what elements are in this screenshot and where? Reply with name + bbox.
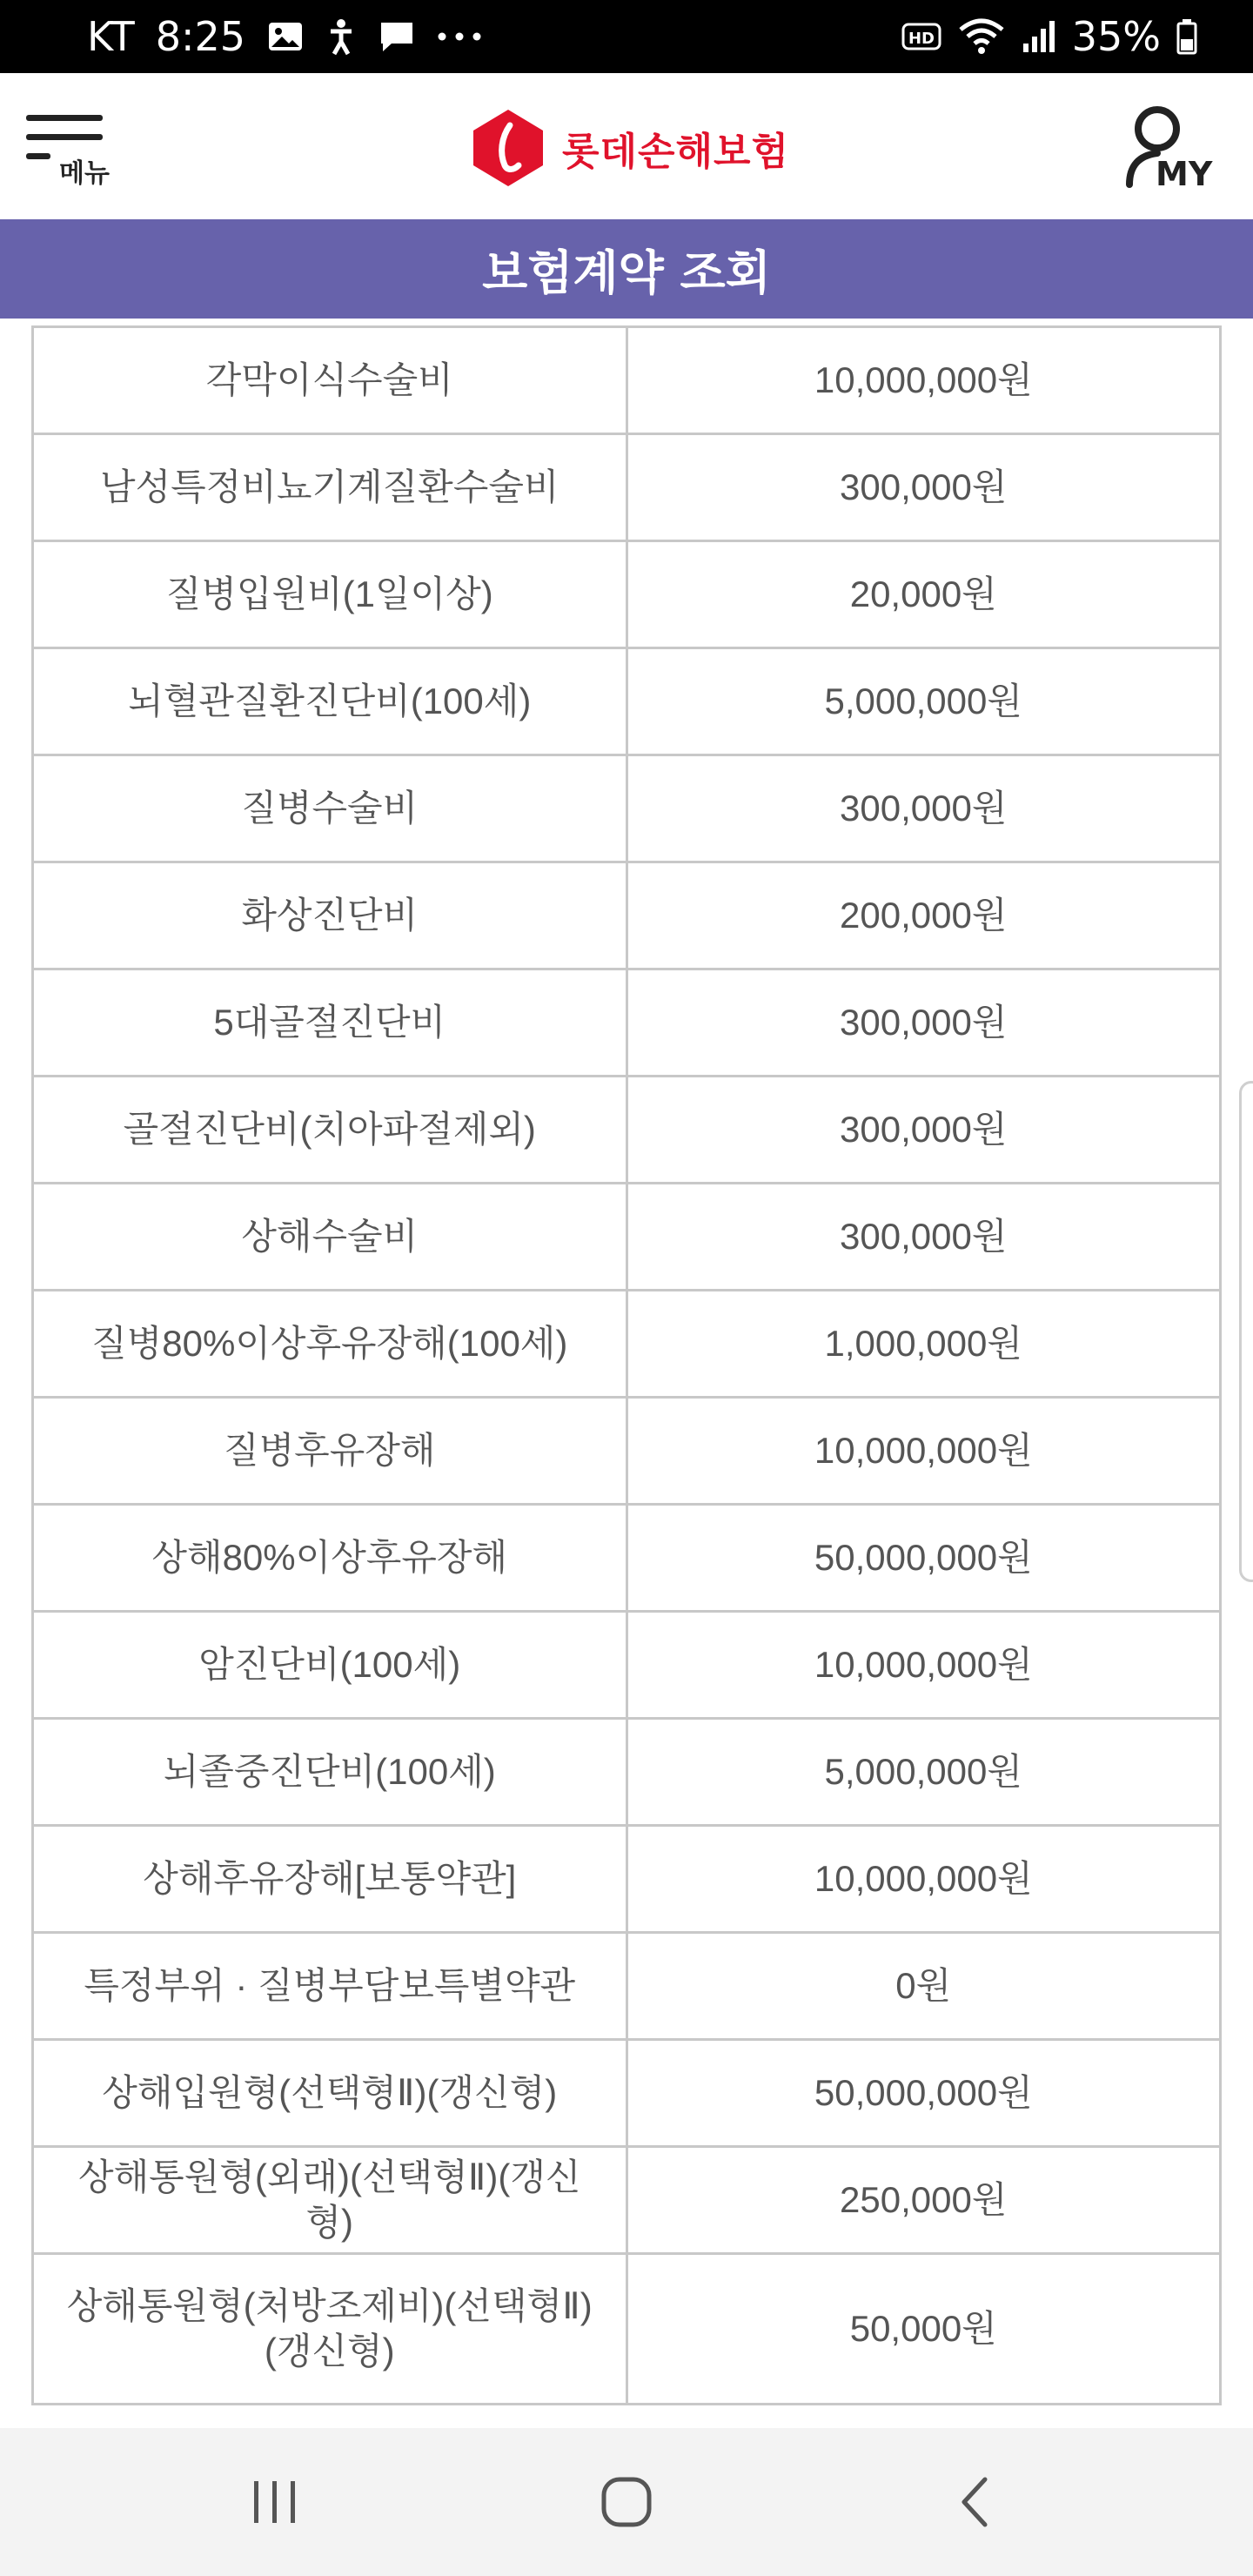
table-row — [33, 1826, 1221, 1933]
app-header — [0, 73, 1253, 219]
coverage-name-cell: 뇌졸중진단비(100세) — [33, 1719, 627, 1826]
hd-voice-icon — [901, 22, 941, 51]
page-title: 보험계약 조회 — [0, 219, 1253, 319]
table-row — [33, 2147, 1221, 2254]
coverage-amount-cell: 300,000원 — [626, 969, 1221, 1077]
battery-icon — [1176, 18, 1197, 55]
coverage-amount-cell: 10,000,000원 — [626, 1826, 1221, 1933]
coverage-amount-cell: 0원 — [626, 1933, 1221, 2040]
table-row — [33, 2040, 1221, 2147]
table-row — [33, 327, 1221, 434]
table-row — [33, 862, 1221, 969]
status-left — [87, 0, 482, 73]
coverage-amount-cell: 200,000원 — [626, 862, 1221, 969]
table-row — [33, 434, 1221, 541]
coverage-name-cell: 상해통원형(처방조제비)(선택형Ⅱ)(갱신형) — [33, 2254, 627, 2405]
table-row — [33, 1719, 1221, 1826]
back-button[interactable] — [905, 2454, 1044, 2550]
table-row — [33, 1398, 1221, 1505]
coverage-name-cell: 상해통원형(외래)(선택형Ⅱ)(갱신형) — [33, 2147, 627, 2254]
table-row — [33, 969, 1221, 1077]
coverage-amount-cell: 20,000원 — [626, 541, 1221, 648]
recent-apps-button[interactable] — [205, 2454, 345, 2550]
status-bar — [0, 0, 1253, 73]
coverage-amount-cell: 50,000,000원 — [626, 2040, 1221, 2147]
coverage-name-cell: 질병80%이상후유장해(100세) — [33, 1291, 627, 1398]
recent-apps-icon — [249, 2478, 301, 2526]
coverage-table — [31, 325, 1222, 2405]
menu-button[interactable] — [24, 115, 120, 189]
my-page-button[interactable] — [1122, 104, 1218, 191]
coverage-table-scroll[interactable] — [0, 319, 1253, 2428]
more-dots-icon — [437, 30, 482, 43]
coverage-name-cell: 암진단비(100세) — [33, 1612, 627, 1719]
accessibility-icon — [325, 17, 357, 56]
table-row — [33, 648, 1221, 755]
coverage-name-cell: 상해후유장해[보통약관] — [33, 1826, 627, 1933]
coverage-name-cell: 화상진단비 — [33, 862, 627, 969]
table-row — [33, 1612, 1221, 1719]
signal-icon — [1022, 19, 1056, 54]
coverage-name-cell: 상해80%이상후유장해 — [33, 1505, 627, 1612]
gallery-icon — [266, 19, 305, 54]
status-right — [901, 0, 1197, 73]
coverage-name-cell: 각막이식수술비 — [33, 327, 627, 434]
table-row — [33, 1291, 1221, 1398]
wifi-icon — [957, 17, 1006, 56]
back-icon — [954, 2474, 995, 2530]
message-icon — [378, 19, 416, 54]
table-row — [33, 2254, 1221, 2405]
coverage-amount-cell: 300,000원 — [626, 1077, 1221, 1184]
coverage-amount-cell: 50,000원 — [626, 2254, 1221, 2405]
table-row — [33, 1933, 1221, 2040]
coverage-name-cell: 특정부위 · 질병부담보특별약관 — [33, 1933, 627, 2040]
coverage-amount-cell: 50,000,000원 — [626, 1505, 1221, 1612]
system-nav-bar — [0, 2428, 1253, 2576]
coverage-name-cell: 골절진단비(치아파절제외) — [33, 1077, 627, 1184]
coverage-amount-cell: 5,000,000원 — [626, 648, 1221, 755]
coverage-name-cell: 상해수술비 — [33, 1184, 627, 1291]
table-row — [33, 1505, 1221, 1612]
table-row — [33, 1077, 1221, 1184]
coverage-name-cell: 5대골절진단비 — [33, 969, 627, 1077]
coverage-table-body — [33, 327, 1221, 2405]
coverage-amount-cell: 5,000,000원 — [626, 1719, 1221, 1826]
clock: 8:25 — [155, 13, 246, 60]
home-icon — [599, 2474, 654, 2530]
coverage-name-cell: 상해입원형(선택형Ⅱ)(갱신형) — [33, 2040, 627, 2147]
menu-label: 메뉴 — [59, 158, 110, 189]
coverage-amount-cell: 10,000,000원 — [626, 327, 1221, 434]
coverage-amount-cell: 250,000원 — [626, 2147, 1221, 2254]
my-label: MY — [1156, 155, 1213, 193]
coverage-amount-cell: 300,000원 — [626, 755, 1221, 862]
table-row — [33, 755, 1221, 862]
coverage-amount-cell: 300,000원 — [626, 434, 1221, 541]
coverage-name-cell: 질병입원비(1일이상) — [33, 541, 627, 648]
table-row — [33, 541, 1221, 648]
coverage-amount-cell: 1,000,000원 — [626, 1291, 1221, 1398]
coverage-name-cell: 뇌혈관질환진단비(100세) — [33, 648, 627, 755]
svg-text:HD: HD — [908, 30, 935, 48]
table-row — [33, 1184, 1221, 1291]
brand-name: 롯데손해보험 — [562, 130, 790, 174]
scroll-handle[interactable] — [1239, 1081, 1253, 1582]
lotte-logo-icon — [466, 106, 550, 190]
home-button[interactable] — [557, 2454, 696, 2550]
carrier-label: KT — [87, 13, 135, 60]
brand-logo[interactable] — [466, 108, 789, 188]
coverage-name-cell: 질병후유장해 — [33, 1398, 627, 1505]
coverage-name-cell: 질병수술비 — [33, 755, 627, 862]
coverage-amount-cell: 10,000,000원 — [626, 1612, 1221, 1719]
coverage-table-wrap — [31, 325, 1222, 2405]
coverage-amount-cell: 300,000원 — [626, 1184, 1221, 1291]
coverage-amount-cell: 10,000,000원 — [626, 1398, 1221, 1505]
coverage-name-cell: 남성특정비뇨기계질환수술비 — [33, 434, 627, 541]
battery-percent: 35% — [1071, 13, 1161, 60]
